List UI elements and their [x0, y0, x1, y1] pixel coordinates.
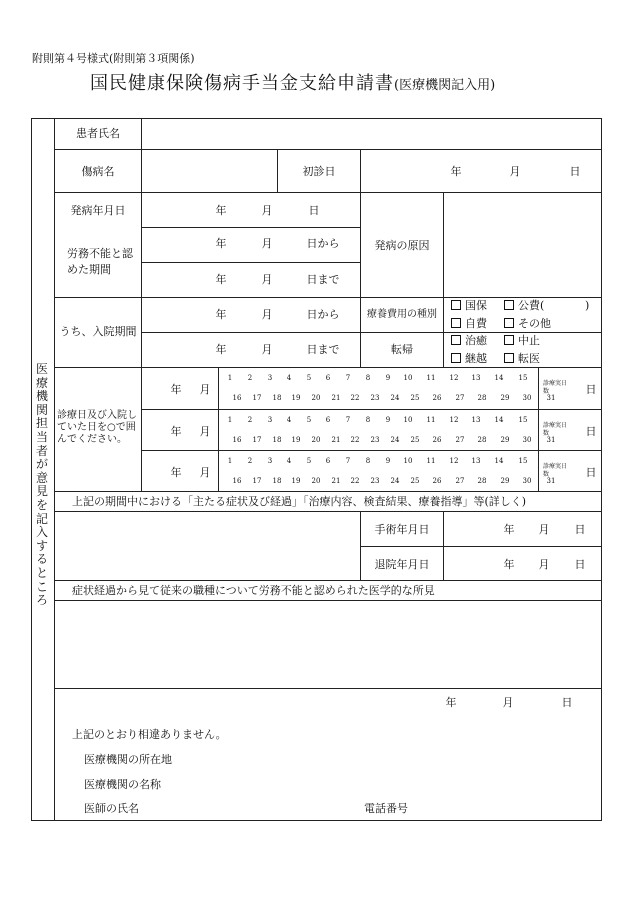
sign-day: 日	[561, 696, 573, 709]
onset-date-label: 発病年月日	[70, 204, 126, 217]
day-cell[interactable]: 10	[403, 457, 413, 465]
form-grid-lines	[31, 118, 602, 821]
form-title-main: 国民健康保険傷病手当金支給申請書	[90, 73, 394, 94]
day-cell[interactable]: 30	[522, 394, 532, 402]
hospitalization-label: うち、入院期間	[59, 325, 137, 338]
outcome-transfer[interactable]: 転医	[504, 353, 540, 364]
day-cell[interactable]: 20	[311, 436, 321, 444]
hosp-to-day: 日まで	[306, 343, 340, 356]
incapacity-to-year: 年	[215, 273, 227, 286]
day-cell[interactable]: 1	[227, 457, 233, 465]
day-cell[interactable]: 23	[370, 394, 380, 402]
hosp-from-day: 日から	[306, 308, 340, 321]
day-cell[interactable]: 2	[247, 457, 253, 465]
day-cell[interactable]: 22	[350, 477, 360, 485]
day-cell[interactable]: 28	[477, 436, 487, 444]
day-cell[interactable]: 9	[385, 416, 391, 424]
day-cell[interactable]: 5	[306, 416, 312, 424]
day-cell[interactable]: 12	[449, 457, 459, 465]
day-cell[interactable]: 13	[471, 374, 481, 382]
certification-text: 上記のとおり相違ありません。	[72, 728, 227, 741]
visit-month-2: 月	[199, 425, 211, 438]
day-cell[interactable]: 22	[350, 436, 360, 444]
day-cell[interactable]: 17	[252, 477, 262, 485]
cured-checkbox-icon[interactable]	[451, 335, 461, 345]
onset-year: 年	[215, 204, 227, 217]
day-cell[interactable]: 19	[291, 394, 301, 402]
onset-cause-label: 発病の原因	[374, 239, 430, 252]
onset-month: 月	[261, 204, 273, 217]
incapacity-from-day: 日から	[306, 237, 340, 250]
day-cell[interactable]: 26	[432, 436, 442, 444]
day-cell[interactable]: 7	[345, 416, 351, 424]
day-cell[interactable]: 18	[272, 394, 282, 402]
discharge-month: 月	[538, 558, 550, 571]
day-cell[interactable]: 13	[471, 416, 481, 424]
day-cell[interactable]: 22	[350, 394, 360, 402]
day-cell[interactable]: 29	[500, 436, 510, 444]
outcome-cured[interactable]: 治癒	[451, 335, 487, 346]
cost-option-other[interactable]: その他	[504, 318, 551, 329]
application-form-table	[31, 118, 602, 821]
day-cell[interactable]: 3	[267, 457, 273, 465]
discharge-date-label: 退院年月日	[374, 558, 430, 571]
day-cell[interactable]: 29	[500, 394, 510, 402]
institution-name-label: 医療機関の名称	[84, 778, 161, 791]
day-cell[interactable]: 12	[449, 416, 459, 424]
day-cell[interactable]: 18	[272, 436, 282, 444]
visit-days-label: 診療日及び入院していた日を○で囲んでください。	[57, 410, 137, 445]
day-cell[interactable]: 18	[272, 477, 282, 485]
day-cell[interactable]: 13	[471, 457, 481, 465]
day-cell[interactable]: 7	[345, 457, 351, 465]
day-cell[interactable]: 14	[494, 457, 504, 465]
day-cell[interactable]: 30	[522, 436, 532, 444]
day-cell[interactable]: 25	[410, 477, 420, 485]
hosp-to-year: 年	[215, 343, 227, 356]
visit-count-day-3: 日	[585, 466, 597, 479]
first-visit-month: 月	[509, 165, 521, 178]
day-cell[interactable]: 24	[390, 477, 400, 485]
day-cell[interactable]: 6	[325, 416, 331, 424]
incapacity-to-month: 月	[261, 273, 273, 286]
visit-year-2: 年	[170, 425, 182, 438]
form-number-note: 附則第４号様式(附則第３項関係)	[32, 52, 195, 65]
incapacity-from-year: 年	[215, 237, 227, 250]
day-cell[interactable]: 26	[432, 477, 442, 485]
day-cell[interactable]: 17	[252, 394, 262, 402]
day-cell[interactable]: 2	[247, 374, 253, 382]
day-cell[interactable]: 6	[325, 457, 331, 465]
day-cell[interactable]: 15	[518, 374, 528, 382]
day-cell[interactable]: 2	[247, 416, 253, 424]
discharge-year: 年	[503, 558, 515, 571]
outcome-label: 転帰	[391, 343, 413, 356]
day-cell[interactable]: 12	[449, 374, 459, 382]
surgery-year: 年	[503, 523, 515, 536]
outcome-carried[interactable]: 継越	[451, 353, 487, 364]
day-cell[interactable]: 3	[267, 416, 273, 424]
cost-option-kohi-close: )	[585, 299, 590, 312]
day-cell[interactable]: 31	[546, 436, 556, 444]
day-cell[interactable]: 20	[311, 394, 321, 402]
day-cell[interactable]: 5	[306, 374, 312, 382]
day-cell[interactable]: 14	[494, 416, 504, 424]
kohi-checkbox-icon[interactable]	[504, 300, 514, 310]
day-cell[interactable]: 28	[477, 394, 487, 402]
day-cell[interactable]: 10	[403, 416, 413, 424]
form-title-suffix: (医療機関記入用)	[394, 78, 496, 93]
other-checkbox-icon[interactable]	[504, 318, 514, 328]
disease-name-label: 傷病名	[81, 165, 115, 178]
carried-checkbox-icon[interactable]	[451, 353, 461, 363]
first-visit-label: 初診日	[302, 165, 336, 178]
day-cell[interactable]: 11	[426, 457, 436, 465]
day-cell[interactable]: 20	[311, 477, 321, 485]
day-cell[interactable]: 19	[291, 477, 301, 485]
outcome-stopped[interactable]: 中止	[504, 335, 540, 346]
cost-type-label: 療養費用の種別	[367, 309, 437, 320]
visit-count-day-2: 日	[585, 425, 597, 438]
day-cell[interactable]: 9	[385, 457, 391, 465]
jihi-checkbox-icon[interactable]	[451, 318, 461, 328]
patient-name-label: 患者氏名	[76, 127, 120, 140]
day-cell[interactable]: 26	[432, 394, 442, 402]
cost-option-kohi[interactable]: 公費(	[504, 300, 544, 311]
day-cell[interactable]: 21	[331, 477, 341, 485]
day-cell[interactable]: 25	[410, 436, 420, 444]
day-cell[interactable]: 27	[455, 394, 465, 402]
incapacity-period-label: 労務不能と認めた期間	[67, 247, 133, 276]
cost-option-jihi[interactable]: 自費	[451, 318, 487, 329]
day-cell[interactable]: 4	[286, 374, 292, 382]
incapacity-from-month: 月	[261, 237, 273, 250]
day-cell[interactable]: 31	[546, 394, 556, 402]
visit-month-3: 月	[199, 466, 211, 479]
day-cell[interactable]: 23	[370, 436, 380, 444]
sign-year: 年	[445, 696, 457, 709]
institution-address-label: 医療機関の所在地	[84, 753, 172, 766]
day-cell[interactable]: 10	[403, 374, 413, 382]
visit-year-1: 年	[170, 383, 182, 396]
phone-number-label: 電話番号	[364, 802, 408, 815]
day-cell[interactable]: 23	[370, 477, 380, 485]
incapacity-to-day: 日まで	[306, 273, 340, 286]
side-label: 医療機関担当者が意見を記入するところ	[35, 362, 48, 608]
day-cell[interactable]: 1	[227, 374, 233, 382]
form-title	[90, 69, 495, 95]
first-visit-year: 年	[450, 165, 462, 178]
day-cell[interactable]: 11	[426, 374, 436, 382]
visit-count-label-3: 診療実日数	[543, 463, 568, 478]
day-cell[interactable]: 8	[365, 374, 371, 382]
day-cell[interactable]: 27	[455, 477, 465, 485]
transfer-checkbox-icon[interactable]	[504, 353, 514, 363]
surgery-month: 月	[538, 523, 550, 536]
hosp-from-month: 月	[261, 308, 273, 321]
sign-month: 月	[502, 696, 514, 709]
cost-option-kokuho[interactable]: 国保	[451, 300, 487, 311]
condition-header: 上記の期間中における「主たる症状及び経過」「治療内容、検査結果、療養指導」等(詳しく)	[72, 495, 527, 508]
surgery-day: 日	[574, 523, 586, 536]
day-cell[interactable]: 27	[455, 436, 465, 444]
medical-opinion-header: 症状経過から見て従来の職種について労務不能と認められた医学的な所見	[72, 584, 435, 597]
day-cell[interactable]: 31	[546, 477, 556, 485]
day-cell[interactable]: 8	[365, 416, 371, 424]
kokuho-checkbox-icon[interactable]	[451, 300, 461, 310]
day-cell[interactable]: 25	[410, 394, 420, 402]
day-cell[interactable]: 16	[232, 394, 242, 402]
day-cell[interactable]: 9	[385, 374, 391, 382]
day-cell[interactable]: 4	[286, 457, 292, 465]
day-cell[interactable]: 17	[252, 436, 262, 444]
day-cell[interactable]: 3	[267, 374, 273, 382]
hosp-from-year: 年	[215, 308, 227, 321]
hosp-to-month: 月	[261, 343, 273, 356]
day-cell[interactable]: 30	[522, 477, 532, 485]
discharge-day: 日	[574, 558, 586, 571]
day-cell[interactable]: 1	[227, 416, 233, 424]
day-cell[interactable]: 21	[331, 394, 341, 402]
visit-count-day-1: 日	[585, 383, 597, 396]
day-cell[interactable]: 5	[306, 457, 312, 465]
day-cell[interactable]: 24	[390, 436, 400, 444]
visit-month-1: 月	[199, 383, 211, 396]
day-cell[interactable]: 15	[518, 457, 528, 465]
visit-count-label-2: 診療実日数	[543, 422, 568, 437]
visit-year-3: 年	[170, 466, 182, 479]
doctor-name-label: 医師の氏名	[84, 802, 139, 815]
day-cell[interactable]: 19	[291, 436, 301, 444]
day-cell[interactable]: 29	[500, 477, 510, 485]
surgery-date-label: 手術年月日	[374, 523, 430, 536]
day-cell[interactable]: 16	[232, 436, 242, 444]
day-cell[interactable]: 21	[331, 436, 341, 444]
first-visit-day: 日	[569, 165, 581, 178]
day-cell[interactable]: 24	[390, 394, 400, 402]
day-cell[interactable]: 28	[477, 477, 487, 485]
onset-day: 日	[308, 204, 320, 217]
day-cell[interactable]: 15	[518, 416, 528, 424]
day-cell[interactable]: 6	[325, 374, 331, 382]
visit-count-label-1: 診療実日数	[543, 380, 568, 395]
day-cell[interactable]: 4	[286, 416, 292, 424]
day-cell[interactable]: 8	[365, 457, 371, 465]
day-cell[interactable]: 14	[494, 374, 504, 382]
stopped-checkbox-icon[interactable]	[504, 335, 514, 345]
day-cell[interactable]: 16	[232, 477, 242, 485]
day-cell[interactable]: 7	[345, 374, 351, 382]
day-cell[interactable]: 11	[426, 416, 436, 424]
